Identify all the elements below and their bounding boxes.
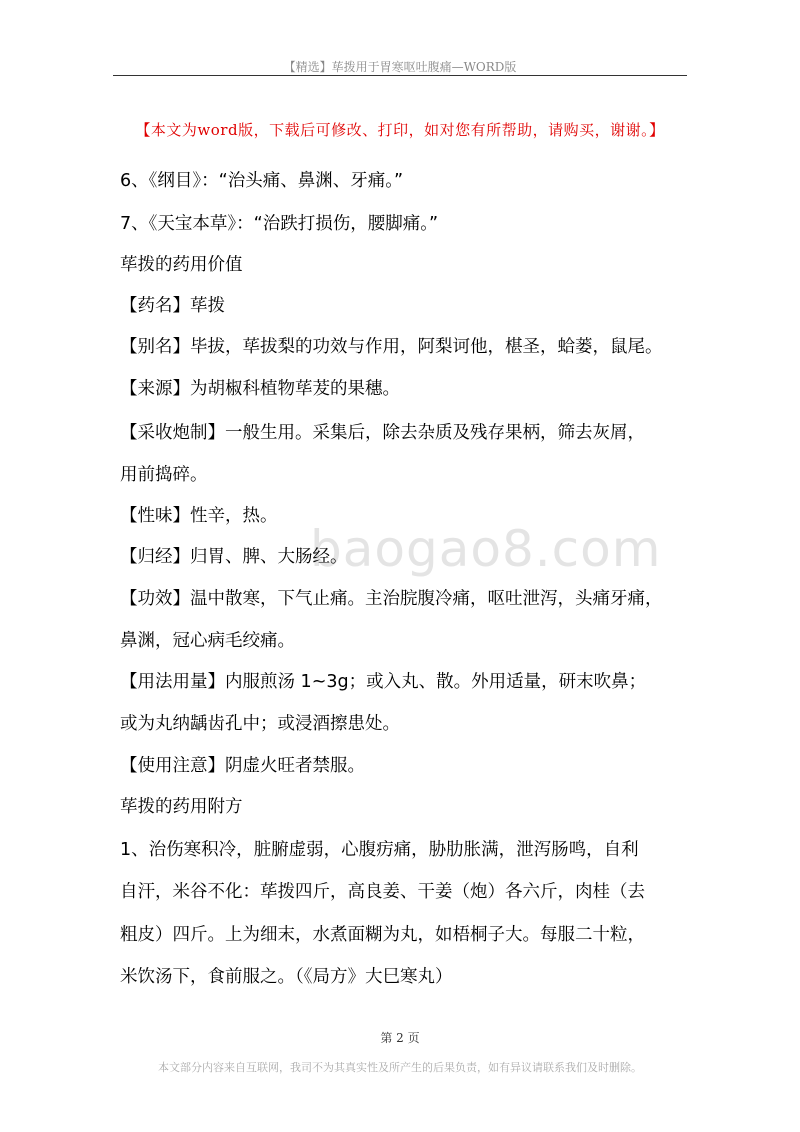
body-line: 粗皮）四斤。上为细末，水煮面糊为丸，如梧桐子大。每服二十粒， bbox=[120, 925, 645, 945]
body-line: 6、《纲目》：“治头痛、鼻渊、牙痛。” bbox=[120, 171, 404, 191]
body-line: 【用法用量】内服煎汤 1~3g；或入丸、散。外用适量，研末吹鼻； bbox=[120, 672, 647, 692]
body-line: 【来源】为胡椒科植物荜茇的果穗。 bbox=[120, 379, 400, 399]
header-divider bbox=[113, 75, 687, 76]
body-line: 【归经】归胃、脾、大肠经。 bbox=[120, 547, 348, 567]
body-line: 【药名】荜拨 bbox=[120, 296, 225, 316]
page-footer: 本文部分内容来自互联网，我司不为其真实性及所产生的后果负责，如有异议请联系我们及时删除。 bbox=[158, 1061, 642, 1074]
page-number: 第 2 页 bbox=[380, 1031, 420, 1045]
body-line: 【使用注意】阴虚火旺者禁服。 bbox=[120, 756, 365, 776]
body-line: 1、治伤寒积冷，脏腑虚弱，心腹疠痛，胁肋胀满，泄泻肠鸣，自利 bbox=[120, 840, 639, 860]
page-header: 【精选】荜拨用于胃寒呕吐腹痛—WORD版 bbox=[283, 60, 517, 74]
body-line: 鼻渊，冠心病毛绞痛。 bbox=[120, 631, 295, 651]
body-line: 【功效】温中散寒，下气止痛。主治脘腹冷痛，呕吐泄泻，头痛牙痛， bbox=[120, 589, 663, 609]
body-line: 【别名】毕拔，荜拔梨的功效与作用，阿梨诃他，椹圣，蛤蒌，鼠尾。 bbox=[120, 337, 663, 357]
site-watermark: baogao8.com bbox=[310, 520, 662, 578]
body-line: 7、《天宝本草》：“治跌打损伤，腰脚痛。” bbox=[120, 214, 439, 234]
section-heading: 荜拨的药用附方 bbox=[120, 797, 243, 817]
body-line: 米饮汤下，食前服之。（《局方》大巳寒丸） bbox=[120, 967, 453, 987]
body-line: 【采收炮制】一般生用。采集后，除去杂质及残存果柄，筛去灰屑， bbox=[120, 423, 645, 443]
body-line: 或为丸纳龋齿孔中；或浸酒擦患处。 bbox=[120, 714, 400, 734]
body-line: 【性味】性辛，热。 bbox=[120, 506, 278, 526]
section-heading: 荜拨的药用价值 bbox=[120, 255, 243, 275]
purchase-notice: 【本文为word版，下载后可修改、打印，如对您有所帮助，请购买，谢谢。】 bbox=[135, 121, 665, 139]
body-line: 自汗，米谷不化：荜拨四斤，高良姜、干姜（炮）各六斤，肉桂（去 bbox=[120, 882, 645, 902]
body-line: 用前捣碎。 bbox=[120, 465, 208, 485]
